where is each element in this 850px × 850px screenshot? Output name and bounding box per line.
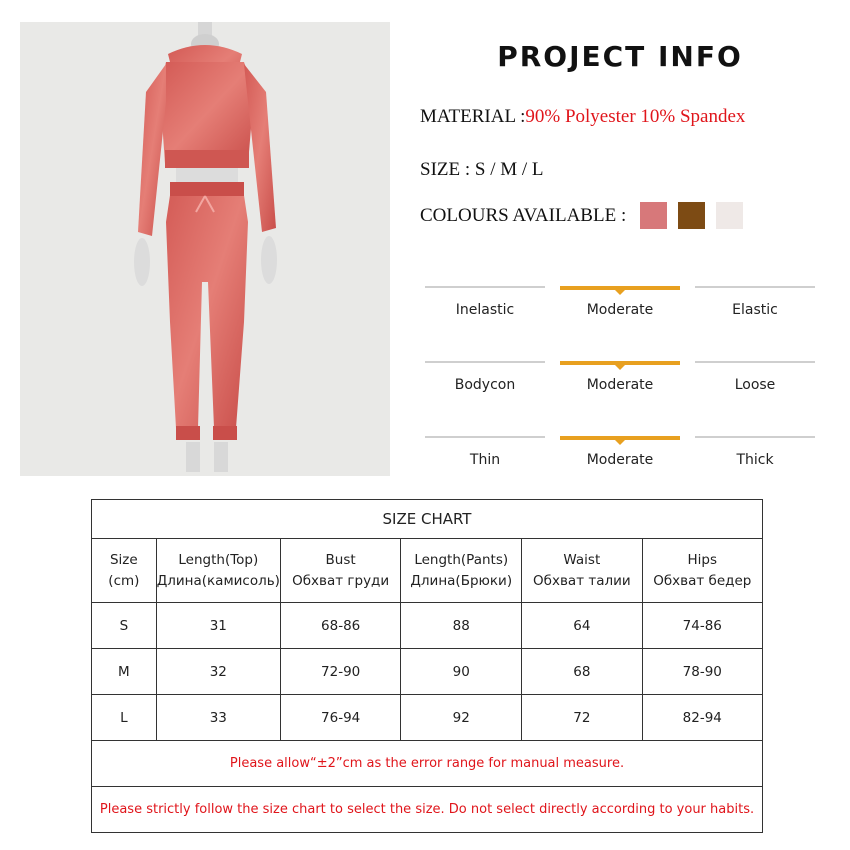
header-cell xyxy=(401,539,522,603)
table-cell: 31 xyxy=(156,603,280,649)
header-line1: Length(Pants) xyxy=(414,551,509,568)
table-cell: 90 xyxy=(401,649,522,695)
header-line1: Waist xyxy=(563,551,601,568)
size-chart-table xyxy=(91,499,763,833)
table-cell: 72 xyxy=(522,695,642,741)
table-cell: 88 xyxy=(401,603,522,649)
colour-swatch-pink[interactable] xyxy=(640,202,667,229)
table-cell: 72-90 xyxy=(280,649,400,695)
header-cell xyxy=(92,539,157,603)
table-cell: 78-90 xyxy=(642,649,762,695)
scale-option xyxy=(695,286,815,346)
table-row xyxy=(92,603,763,649)
selected-marker-icon xyxy=(614,289,626,295)
measure-error-note: Please allow“±2”cm as the error range for manual measure. xyxy=(92,741,763,787)
size-chart-header-row xyxy=(92,539,763,603)
scale-option xyxy=(695,361,815,421)
scale-option xyxy=(425,361,545,421)
header-line2: (cm) xyxy=(108,572,140,589)
header-line2: Обхват талии xyxy=(533,572,631,589)
scale-option-label: Thin xyxy=(469,452,501,468)
selected-marker-icon xyxy=(614,364,626,370)
scale-option xyxy=(560,361,680,421)
table-cell: 64 xyxy=(522,603,642,649)
material-label: MATERIAL : xyxy=(420,106,526,127)
tracksuit-illustration xyxy=(20,22,390,476)
colours-label: COLOURS AVAILABLE : xyxy=(420,205,627,226)
product-photo xyxy=(20,22,390,476)
scale-option xyxy=(425,286,545,346)
header-line1: Size xyxy=(109,551,138,568)
header-cell xyxy=(642,539,762,603)
table-cell: 76-94 xyxy=(280,695,400,741)
project-info-title: PROJECT INFO xyxy=(497,40,743,73)
table-cell: 74-86 xyxy=(642,603,762,649)
table-row xyxy=(92,649,763,695)
scale-option-label: Thick xyxy=(736,452,774,468)
header-line1: Length(Top) xyxy=(178,551,259,568)
scale-option xyxy=(695,436,815,496)
elasticity-scale xyxy=(425,286,815,361)
scale-option xyxy=(560,436,680,496)
scale-option-label: Moderate xyxy=(586,452,654,468)
header-cell xyxy=(280,539,400,603)
table-cell: 33 xyxy=(156,695,280,741)
colour-swatch-brown[interactable] xyxy=(678,202,705,229)
header-line1: Hips xyxy=(687,551,718,568)
header-line1: Bust xyxy=(325,551,356,568)
table-cell: M xyxy=(92,649,157,695)
table-cell: 82-94 xyxy=(642,695,762,741)
scale-option-label: Inelastic xyxy=(455,302,515,318)
table-cell: 92 xyxy=(401,695,522,741)
colour-swatches xyxy=(640,202,743,229)
scale-option xyxy=(425,436,545,496)
scale-option-label: Loose xyxy=(734,377,776,393)
header-line2: Длина(Брюки) xyxy=(410,572,513,589)
fit-scale xyxy=(425,361,815,436)
size-chart-title: SIZE CHART xyxy=(92,500,763,539)
fabric-scales xyxy=(425,286,815,511)
material-line xyxy=(420,106,745,128)
header-line2: Обхват бедер xyxy=(653,572,752,589)
header-line2: Обхват груди xyxy=(292,572,390,589)
header-cell xyxy=(522,539,642,603)
size-line: SIZE : S / M / L xyxy=(420,159,544,180)
selected-marker-icon xyxy=(614,439,626,445)
scale-option-label: Moderate xyxy=(586,302,654,318)
scale-option-label: Moderate xyxy=(586,377,654,393)
table-cell: 68 xyxy=(522,649,642,695)
scale-option xyxy=(560,286,680,346)
table-cell: 32 xyxy=(156,649,280,695)
table-cell: L xyxy=(92,695,157,741)
colour-swatch-white[interactable] xyxy=(716,202,743,229)
header-line2: Длина(камисоль) xyxy=(156,572,280,589)
scale-option-label: Bodycon xyxy=(454,377,516,393)
table-cell: S xyxy=(92,603,157,649)
header-cell xyxy=(156,539,280,603)
material-value: 90% Polyester 10% Spandex xyxy=(525,106,746,127)
scale-option-label: Elastic xyxy=(732,302,778,318)
size-selection-note: Please strictly follow the size chart to select the size. Do not select directly according to your habits. xyxy=(92,787,763,833)
table-row xyxy=(92,695,763,741)
table-cell: 68-86 xyxy=(280,603,400,649)
